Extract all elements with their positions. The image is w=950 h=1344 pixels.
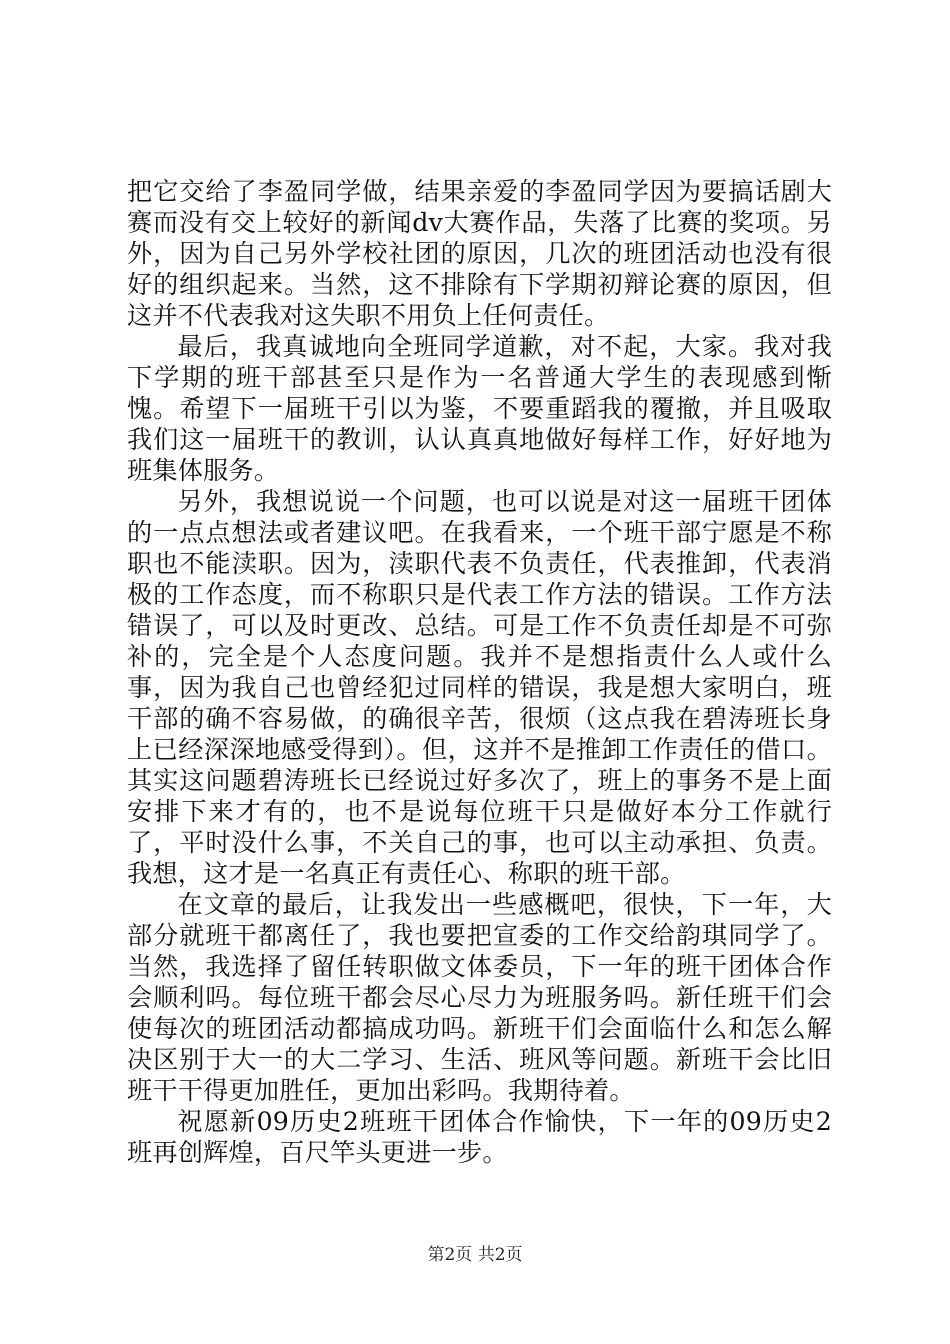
page-footer bbox=[0, 1244, 950, 1266]
document-body bbox=[127, 176, 832, 1168]
paragraph-suggestion: 另外，我想说说一个问题，也可以说是对这一届班干团体的一点点想法或者建议吧。在我看来，一个班干部宁愿是不称职也不能渎职。因为，渎职代表不负责任，代表推卸，代表消极的工作态度，而不称职只是代表工作方法的错误。工作方法错误了，可以及时更改、总结。可是工作不负责任却是不可弥补的，完全是个人态度问题。我并不是想指责什么人或什么事，因为我自己也曾经犯过同样的错误，我是想大家明白，班干部的确不容易做，的确很辛苦，很烦（这点我在碧涛班长身上已经深深地感受得到）。但，这并不是推卸工作责任的借口。其实这问题碧涛班长已经说过好多次了，班上的事务不是上面安排下来才有的，也不是说每位班干只是做好本分工作就行了，平时没什么事，不关自己的事，也可以主动承担、负责。我想，这才是一名真正有责任心、称职的班干部。 bbox=[127, 487, 832, 888]
page-number-label: 第2页 共2页 bbox=[427, 1245, 523, 1265]
paragraph-reflection: 在文章的最后，让我发出一些感概吧，很快，下一年，大部分就班干都离任了，我也要把宣委的工作交给韵琪同学了。当然，我选择了留任转职做文体委员，下一年的班干团体合作会顺利吗。每位班干都会尽心尽力为班服务吗。新任班干们会使每次的班团活动都搞成功吗。新班干们会面临什么和怎么解决区别于大一的大二学习、生活、班风等问题。新班干会比旧班干干得更加胜任，更加出彩吗。我期待着。 bbox=[127, 890, 832, 1105]
paragraph-wishes: 祝愿新09历史2班班干团体合作愉快，下一年的09历史2班再创辉煌，百尺竿头更进一步。 bbox=[127, 1107, 832, 1167]
paragraph-apology: 最后，我真诚地向全班同学道歉，对不起，大家。我对我下学期的班干部甚至只是作为一名普通大学生的表现感到惭愧。希望下一届班干引以为鉴，不要重蹈我的覆撤，并且吸取我们这一届班干的教训，认认真真地做好每样工作，好好地为班集体服务。 bbox=[127, 332, 832, 485]
paragraph-continuation: 把它交给了李盈同学做，结果亲爱的李盈同学因为要搞话剧大赛而没有交上较好的新闻dv大赛作品，失落了比赛的奖项。另外，因为自己另外学校社团的原因，几次的班团活动也没有很好的组织起来。当然，这不排除有下学期初辩论赛的原因，但这并不代表我对这失职不用负上任何责任。 bbox=[127, 177, 832, 330]
